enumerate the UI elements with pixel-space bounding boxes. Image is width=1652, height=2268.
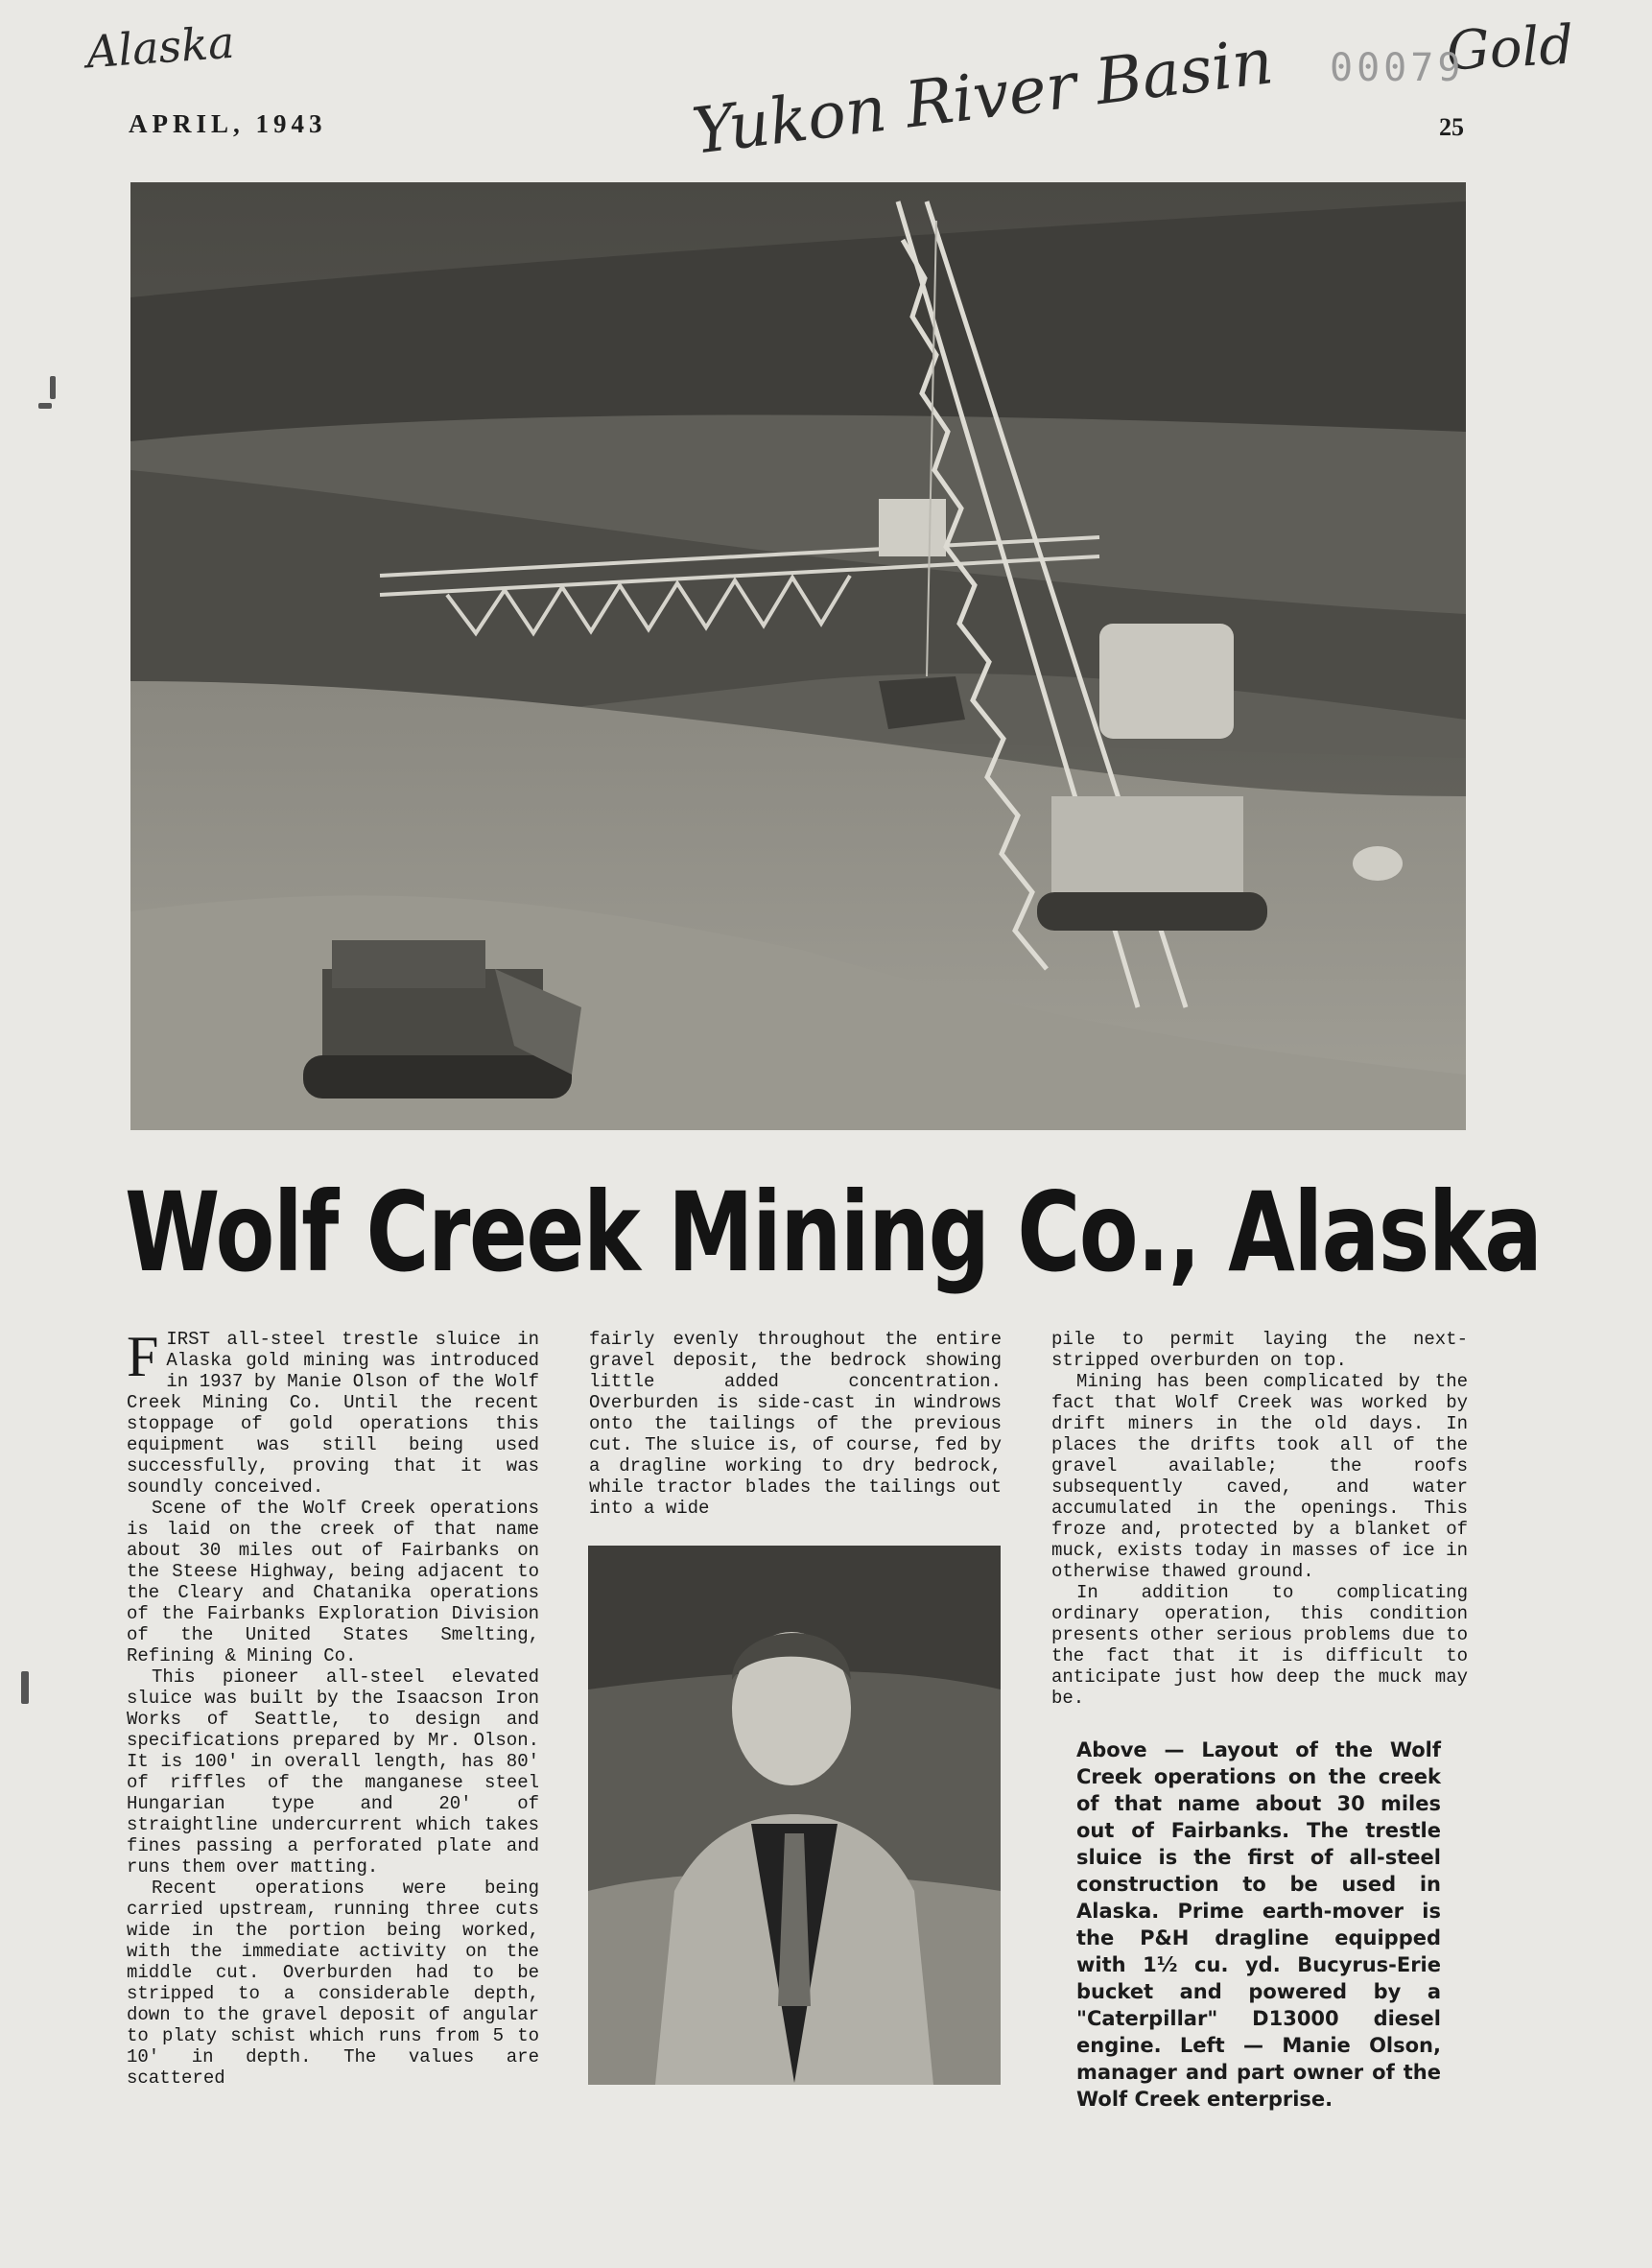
article-paragraph: In addition to complicating ordinary operation, this condition presents other serious problems due to the fact that it is difficult to anticipate just how deep the muck may be. [1051, 1582, 1468, 1709]
article-title: Wolf Creek Mining Co., Alaska [125, 1169, 1542, 1296]
margin-speck [38, 403, 52, 409]
article-column-1 [127, 1325, 539, 2089]
margin-speck [21, 1671, 29, 1704]
article-paragraph: fairly evenly throughout the entire gravel deposit, the bedrock showing little added concentration. Overburden is side-cast in windrows onto the tailings of the previous cut. The sluice is, of course, fed by a dragline working to dry bedrock, while tractor blades the tailings out into a wide [589, 1329, 1002, 1519]
article-paragraph: Mining has been complicated by the fact that Wolf Creek was worked by drift miners in the old days. In places the drifts took all of the gravel available; the roofs subsequently caved, and water accumulated in the openings. This froze and, protected by a blanket of muck, exists today in masses of ice in otherwise thawed ground. [1051, 1371, 1468, 1582]
photo-portrait-manie-olson [588, 1546, 1001, 2085]
handwritten-note-gold: Gold [1445, 13, 1575, 83]
margin-speck [50, 376, 56, 399]
article-paragraph: Scene of the Wolf Creek operations is laid on the creek of that name about 30 miles out of Fairbanks on the Steese Highway, being adjacent to the Cleary and Chatanika operations of the Fairbanks Exploration Division of the United States Smelting, Refining & Mining Co. [127, 1498, 539, 1666]
article-paragraph: pile to permit laying the next-stripped overburden on top. [1051, 1329, 1468, 1371]
drop-cap: F [127, 1325, 159, 1388]
photo-caption: Above — Layout of the Wolf Creek operations on the creek of that name about 30 miles out of Fairbanks. The trestle sluice is the first of all-steel construction to be used in Alaska. Prime earth-mover is the P&H dragline equipped with 1½ cu. yd. Bucyrus-Erie bucket and powered by a "Caterpillar" D13000 diesel engine. Left — Manie Olson, manager and part owner of the Wolf Creek enterprise. [1076, 1738, 1441, 2111]
article-paragraph [127, 1325, 539, 1498]
article-paragraph: This pioneer all-steel elevated sluice was built by the Isaacson Iron Works of Seattle, to design and specifications prepared by Mr. Olson. It is 100′ in overall length, has 80′ of riffles of the manganese steel Hungarian type and 20′ of straightline undercurrent which takes fines passing a perforated plate and runs them over matting. [127, 1666, 539, 1878]
article-column-2 [589, 1329, 1002, 1519]
issue-date: APRIL, 1943 [129, 109, 327, 138]
page-number: 25 [1439, 113, 1464, 141]
article-paragraph: Recent operations were being carried upstream, running three cuts wide in the portion being worked, with the immediate activity on the middle cut. Overburden had to be stripped to a considerable depth, down to the gravel deposit of angular to platy schist which runs from 5 to 10′ in depth. The values are scattered [127, 1878, 539, 2089]
article-column-3 [1051, 1329, 1468, 1709]
handwritten-note-yukon-river-basin: Yukon River Basin [688, 24, 1278, 169]
photo-dragline-trestle-sluice [130, 182, 1466, 1130]
handwritten-note-alaska: Alaska [84, 15, 236, 79]
archive-stamp-number: 00079 [1330, 46, 1465, 90]
paragraph-text: IRST all-steel trestle sluice in Alaska gold mining was introduced in 1937 by Manie Olson of the Wolf Creek Mining Co. Until the recent stoppage of gold operations this equipment was still being used successfully, proving that it was soundly conceived. [127, 1329, 539, 1498]
